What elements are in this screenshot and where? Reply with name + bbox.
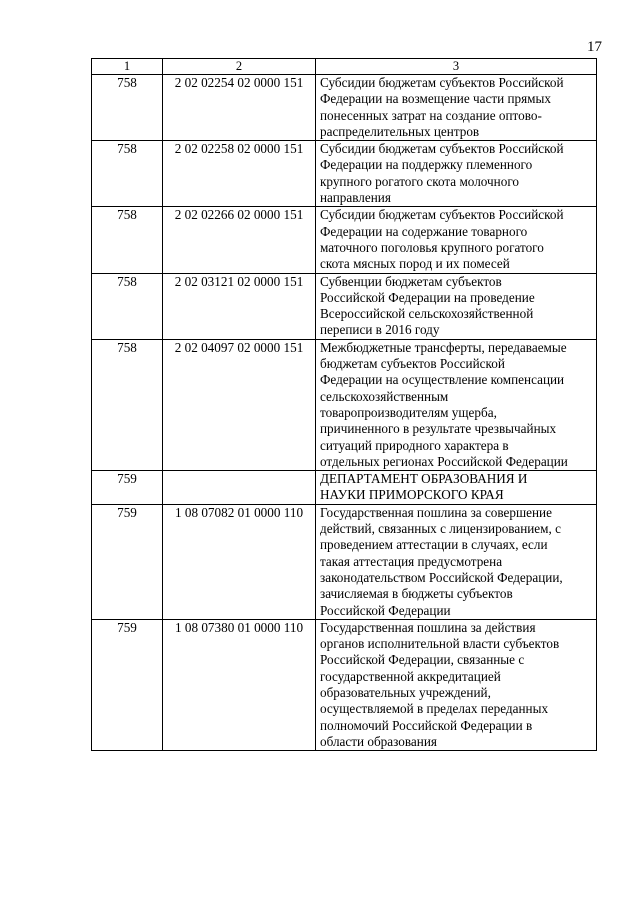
- table-row: [92, 339, 597, 470]
- table-row: [92, 75, 597, 141]
- description-line: распределительных центров: [320, 123, 480, 139]
- description-line: государственной аккредитацией: [320, 668, 501, 684]
- table-header-row: [92, 59, 597, 75]
- admin-code-cell: 758: [92, 141, 163, 207]
- revenue-description-cell: [316, 339, 597, 470]
- budget-classification-code-cell: 2 02 02258 02 0000 151: [163, 141, 316, 207]
- description-line: Федерации на осуществление компенсации: [320, 372, 565, 388]
- revenue-description-cell: [316, 273, 597, 339]
- description-line: скота мясных пород и их помесей: [320, 256, 510, 272]
- description-line: Российской Федерации, связанные с: [320, 652, 525, 668]
- description-line: Государственная пошлина за действия: [320, 619, 536, 635]
- column-header-3: 3: [316, 59, 597, 75]
- description-line: товаропроизводителям ущерба,: [320, 404, 497, 420]
- description-line: ситуаций природного характера в: [320, 437, 509, 453]
- description-line: Субвенции бюджетам субъектов: [320, 273, 502, 289]
- column-header-1: 1: [92, 59, 163, 75]
- description-line: такая аттестация предусмотрена: [320, 553, 503, 569]
- budget-classification-code-cell: 1 08 07082 01 0000 110: [163, 504, 316, 619]
- description-line: отдельных регионах Российской Федерации: [320, 453, 568, 469]
- revenue-description-cell: [316, 75, 597, 141]
- description-line: Субсидии бюджетам субъектов Российской: [320, 207, 564, 223]
- budget-classification-code-cell: 2 02 03121 02 0000 151: [163, 273, 316, 339]
- description-line: действий, связанных с лицензированием, с: [320, 521, 561, 537]
- table-row: [92, 471, 597, 505]
- description-line: крупного рогатого скота молочного: [320, 173, 520, 189]
- budget-classification-code-cell: [163, 471, 316, 505]
- description-line: Российской Федерации: [320, 602, 451, 618]
- description-line: зачисляемая в бюджеты субъектов: [320, 586, 513, 602]
- admin-code-cell: 759: [92, 619, 163, 750]
- revenue-description-cell: [316, 504, 597, 619]
- description-line: Межбюджетные трансферты, передаваемые: [320, 339, 567, 355]
- description-line: ДЕПАРТАМЕНТ ОБРАЗОВАНИЯ И: [320, 471, 528, 487]
- description-line: Федерации на поддержку племенного: [320, 157, 533, 173]
- description-line: Федерации на содержание товарного: [320, 223, 528, 239]
- description-line: проведением аттестации в случаях, если: [320, 537, 548, 553]
- budget-classification-code-cell: 2 02 04097 02 0000 151: [163, 339, 316, 470]
- description-line: Всероссийской сельскохозяйственной: [320, 306, 534, 322]
- admin-code-cell: 758: [92, 75, 163, 141]
- admin-code-cell: 759: [92, 504, 163, 619]
- description-line: образовательных учреждений,: [320, 684, 491, 700]
- description-line: полномочий Российской Федерации в: [320, 717, 533, 733]
- table-row: [92, 141, 597, 207]
- description-line: бюджетам субъектов Российской: [320, 356, 505, 372]
- department-name-cell: [316, 471, 597, 505]
- description-line: Федерации на возмещение части прямых: [320, 91, 551, 107]
- description-line: причиненного в результате чрезвычайных: [320, 421, 557, 437]
- description-line: маточного поголовья крупного рогатого: [320, 239, 544, 255]
- revenue-description-cell: [316, 141, 597, 207]
- budget-classification-code-cell: 2 02 02266 02 0000 151: [163, 207, 316, 273]
- revenue-description-cell: [316, 207, 597, 273]
- description-line: понесенных затрат на создание оптово-: [320, 107, 542, 123]
- admin-code-cell: 758: [92, 339, 163, 470]
- description-line: Российской Федерации на проведение: [320, 289, 535, 305]
- admin-code-cell: 759: [92, 471, 163, 505]
- description-line: Субсидии бюджетам субъектов Российской: [320, 141, 564, 157]
- description-line: сельскохозяйственным: [320, 388, 449, 404]
- table-row: [92, 207, 597, 273]
- table-row: [92, 504, 597, 619]
- admin-code-cell: 758: [92, 207, 163, 273]
- column-header-2: 2: [163, 59, 316, 75]
- description-line: Субсидии бюджетам субъектов Российской: [320, 75, 564, 90]
- budget-classification-code-cell: 1 08 07380 01 0000 110: [163, 619, 316, 750]
- description-line: законодательством Российской Федерации,: [320, 569, 563, 585]
- description-line: области образования: [320, 733, 437, 749]
- revenue-description-cell: [316, 619, 597, 750]
- description-line: Государственная пошлина за совершение: [320, 504, 552, 520]
- admin-code-cell: 758: [92, 273, 163, 339]
- description-line: осуществляемой в пределах переданных: [320, 701, 549, 717]
- table-row: [92, 619, 597, 750]
- description-line: НАУКИ ПРИМОРСКОГО КРАЯ: [320, 487, 504, 503]
- page-number: 17: [587, 39, 602, 55]
- description-line: органов исполнительной власти субъектов: [320, 636, 560, 652]
- description-line: направления: [320, 190, 391, 206]
- table-row: [92, 273, 597, 339]
- budget-classification-code-cell: 2 02 02254 02 0000 151: [163, 75, 316, 141]
- revenue-codes-table: [91, 58, 597, 751]
- description-line: переписи в 2016 году: [320, 322, 440, 338]
